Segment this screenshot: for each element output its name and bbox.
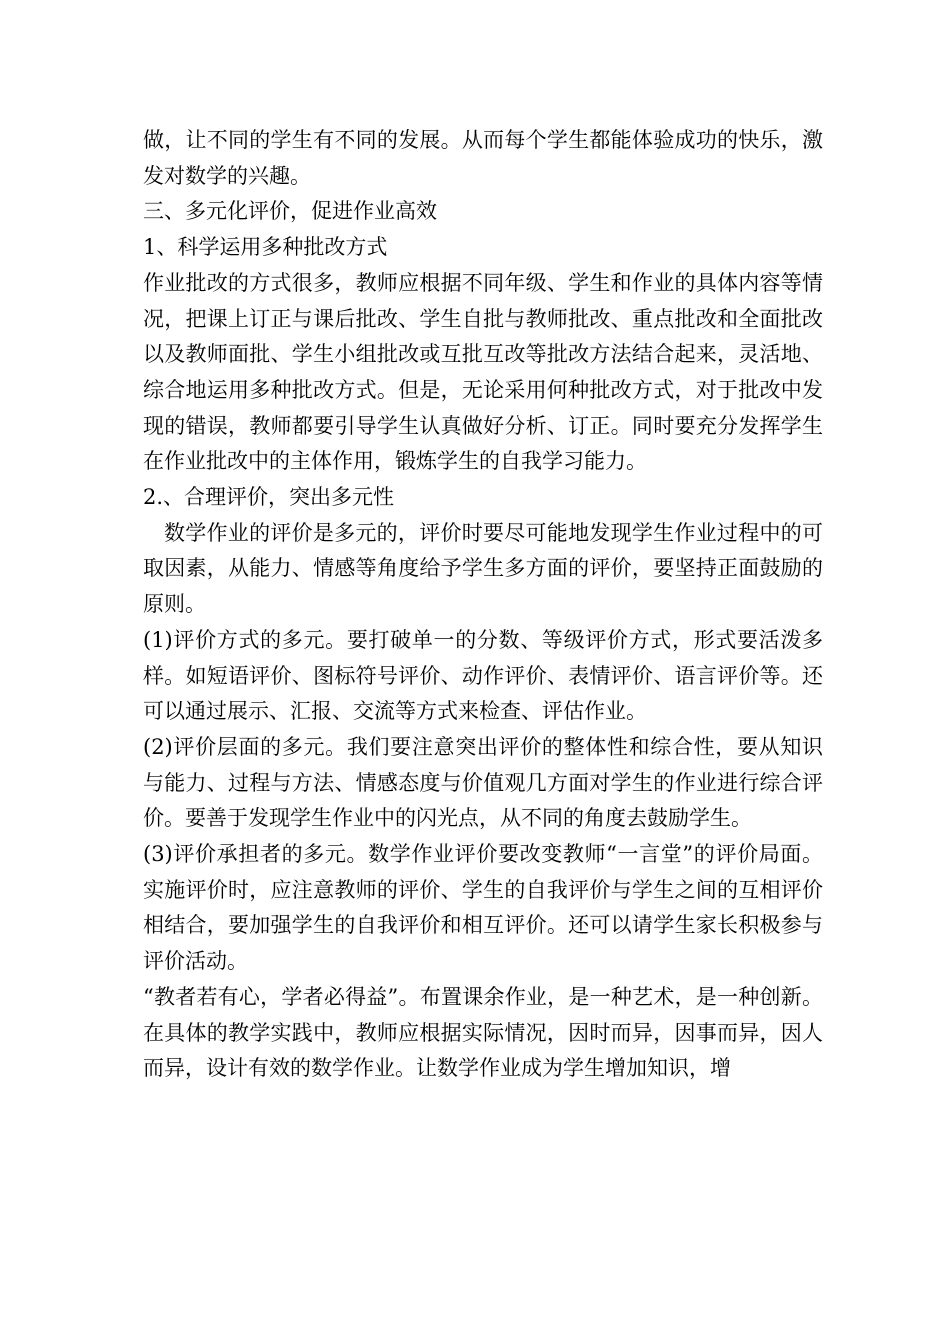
subheading-2: 2.、合理评价，突出多元性 [143, 485, 395, 510]
list-item-evaluation-participants: (3)评价承担者的多元。数学作业评价要改变教师“一言堂”的评价局面。实施评价时，应注意教师的评价、学生的自我评价与学生之间的互相评价相结合，要加强学生的自我评价和相互评价。还可以请学生家长积极参与评价活动。 [143, 842, 823, 974]
paragraph-evaluation-intro: 数学作业的评价是多元的，评价时要尽可能地发现学生作业过程中的可取因素，从能力、情感等角度给予学生多方面的评价，要坚持正面鼓励的原则。 [143, 520, 823, 617]
paragraph-conclusion: “教者若有心，学者必得益”。布置课余作业，是一种艺术，是一种创新。在具体的教学实践中，教师应根据实际情况，因时而异，因事而异，因人而异，设计有效的数学作业。让数学作业成为学生增加知识，增 [143, 984, 823, 1081]
section-heading-3: 三、多元化评价，促进作业高效 [143, 199, 437, 224]
list-item-evaluation-levels: (2)评价层面的多元。我们要注意突出评价的整体性和综合性，要从知识与能力、过程与方法、情感态度与价值观几方面对学生的作业进行综合评价。要善于发现学生作业中的闪光点，从不同的角度去鼓励学生。 [143, 734, 823, 831]
paragraph-continuation: 做，让不同的学生有不同的发展。从而每个学生都能体验成功的快乐，激发对数学的兴趣。 [143, 128, 823, 188]
subheading-1: 1、科学运用多种批改方式 [143, 235, 388, 260]
document-page [143, 123, 823, 1087]
paragraph-grading-methods: 作业批改的方式很多，教师应根据不同年级、学生和作业的具体内容等情况，把课上订正与课后批改、学生自批与教师批改、重点批改和全面批改以及教师面批、学生小组批改或互批互改等批改方法结合起来，灵活地、综合地运用多种批改方式。但是，无论采用何种批改方式，对于批改中发现的错误，教师都要引导学生认真做好分析、订正。同时要充分发挥学生在作业批改中的主体作用，锻炼学生的自我学习能力。 [143, 270, 823, 474]
list-item-evaluation-methods: (1)评价方式的多元。要打破单一的分数、等级评价方式，形式要活泼多样。如短语评价、图标符号评价、动作评价、表情评价、语言评价等。还可以通过展示、汇报、交流等方式来检查、评估作业。 [143, 627, 823, 724]
